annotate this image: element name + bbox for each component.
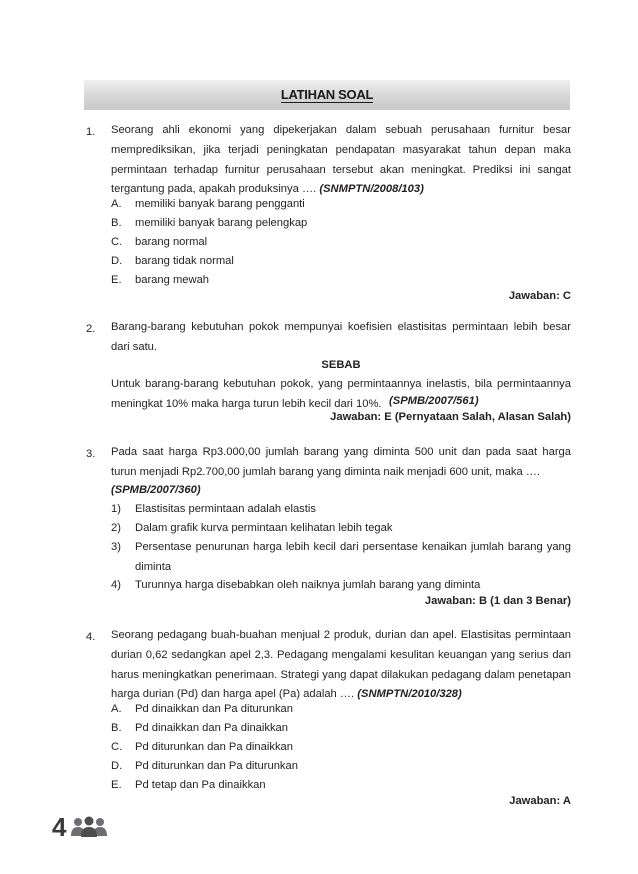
- option-letter: E.: [111, 779, 122, 791]
- question-number: 4.: [86, 631, 96, 643]
- option-text: Turunnya harga disebabkan oleh naiknya jumlah barang yang diminta: [135, 579, 481, 591]
- option-letter: B.: [111, 722, 122, 734]
- option-text: Pd tetap dan Pa dinaikkan: [135, 779, 266, 791]
- option-letter: 3): [111, 541, 121, 553]
- option-letter: E.: [111, 274, 122, 286]
- question-reference: (SPMB/2007/561): [389, 395, 479, 407]
- option-text: Persentase penurunan harga lebih kecil dari persentase kenaikan jumlah barang yang diminta: [135, 541, 571, 573]
- answer-key: Jawaban: A: [509, 795, 571, 807]
- question-text: [111, 626, 571, 705]
- question-reference: (SNMPTN/2008/103): [319, 183, 424, 196]
- option-text: barang mewah: [135, 274, 210, 286]
- option-text: Pd diturunkan dan Pa dinaikkan: [135, 741, 293, 753]
- answer-key: Jawaban: E (Pernyataan Salah, Alasan Salah): [330, 411, 571, 423]
- question-reference: (SPMB/2007/360): [111, 484, 201, 496]
- section-title: LATIHAN SOAL: [280, 86, 374, 102]
- option-letter: A.: [111, 703, 122, 715]
- question-stem: Seorang ahli ekonomi yang dipekerjakan dalam sebuah perusahaan furnitur besar memprediksikan, jika terjadi peningkatan pendapatan masyarakat tahun depan maka permintaan terhadap furnitur perusahaan tersebut akan meningkat. Prediksi ini sangat tergantung pada, apakah produksinya ….: [111, 124, 571, 196]
- option-text: barang normal: [135, 236, 208, 248]
- question-number: 3.: [86, 448, 96, 460]
- option-text: memiliki banyak barang pengganti: [135, 198, 305, 210]
- option-letter: C.: [111, 236, 123, 248]
- option-text: Pd dinaikkan dan Pa dinaikkan: [135, 722, 289, 734]
- question-number: 2.: [86, 323, 96, 335]
- question-text: Barang-barang kebutuhan pokok mempunyai koefisien elastisitas permintaan lebih besar dari satu.: [111, 321, 571, 353]
- question-reference: (SNMPTN/2010/328): [357, 688, 462, 701]
- section-header: [84, 80, 570, 110]
- option-letter: C.: [111, 741, 123, 753]
- option-letter: 1): [111, 503, 121, 515]
- question-text: [111, 121, 571, 200]
- option-letter: 4): [111, 579, 121, 591]
- reason-text: Untuk barang-barang kebutuhan pokok, yang permintaannya inelastis, bila permintaannya meningkat 10% maka harga turun lebih kecil dari 10%.: [111, 378, 571, 410]
- page-number: 4: [52, 812, 66, 842]
- option-text: memiliki banyak barang pelengkap: [135, 217, 308, 229]
- question-number: 1.: [86, 126, 96, 138]
- connector-label: SEBAB: [321, 359, 361, 371]
- option-letter: B.: [111, 217, 122, 229]
- question-text: Pada saat harga Rp3.000,00 jumlah barang yang diminta 500 unit dan pada saat harga turun menjadi Rp2.700,00 jumlah barang yang diminta naik menjadi 600 unit, maka ….: [111, 446, 571, 478]
- option-text: Dalam grafik kurva permintaan kelihatan lebih tegak: [135, 522, 393, 534]
- option-letter: D.: [111, 255, 123, 267]
- option-text: barang tidak normal: [135, 255, 234, 267]
- answer-key: Jawaban: C: [508, 290, 571, 302]
- option-letter: D.: [111, 760, 123, 772]
- option-letter: A.: [111, 198, 122, 210]
- people-group-icon: [70, 816, 108, 838]
- option-text: Pd diturunkan dan Pa diturunkan: [135, 760, 298, 772]
- option-text: Pd dinaikkan dan Pa diturunkan: [135, 703, 293, 715]
- option-text: Elastisitas permintaan adalah elastis: [135, 503, 316, 515]
- option-letter: 2): [111, 522, 121, 534]
- answer-key: Jawaban: B (1 dan 3 Benar): [424, 595, 571, 607]
- question-stem: Seorang pedagang buah-buahan menjual 2 produk, durian dan apel. Elastisitas permintaan durian 0,62 sedangkan apel 2,3. Pedagang mengalami kesulitan keuangan yang serius dan harus meningkatkan penerimaan. Strategi yang dapat dilakukan pedagang dalam penetapan harga durian (Pd) dan harga apel (Pa) adalah ….: [111, 629, 571, 701]
